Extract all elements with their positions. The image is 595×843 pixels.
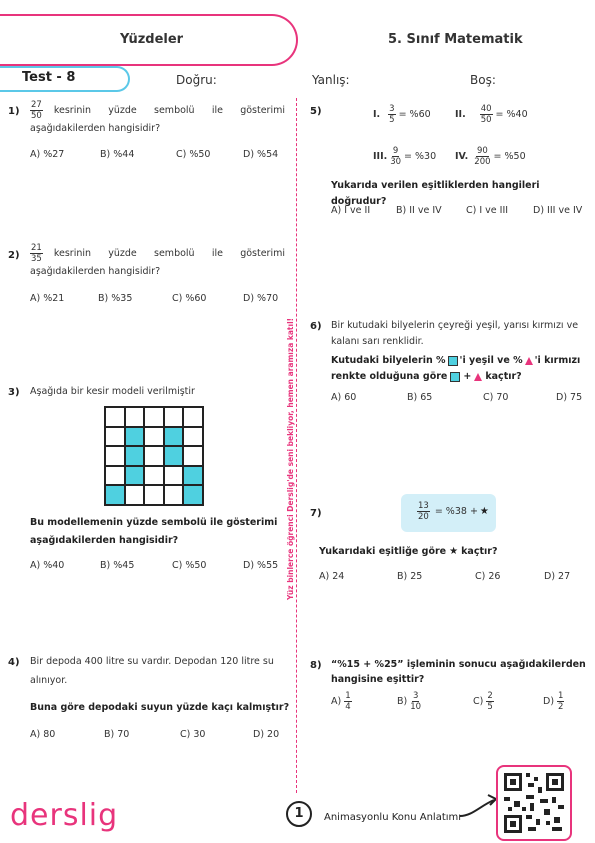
q8-option-c[interactable]: C) $\frac{2}{5}$ <box>473 691 493 712</box>
q6-option-b[interactable]: B) 65 <box>407 392 433 403</box>
q1-option-b[interactable]: B) %44 <box>100 149 135 160</box>
q7-question: Yukarıdaki eşitliğe göre ★ kaçtır? <box>319 544 497 560</box>
square-icon <box>450 372 460 382</box>
q1-number: 1) <box>8 106 20 117</box>
q1-option-c[interactable]: C) %50 <box>176 149 211 160</box>
q6-option-d[interactable]: D) 75 <box>556 392 583 403</box>
q4-option-c[interactable]: C) 30 <box>180 729 206 740</box>
grid-cell <box>144 407 164 427</box>
q4-option-a[interactable]: A) 80 <box>30 729 56 740</box>
grid-cell <box>144 446 164 466</box>
q2-stem: $\frac{21}{35}$ kesrinin yüzde sembolü ile gösterimi aşağıdakilerden hangisidir? <box>30 243 285 277</box>
wrong-label: Yanlış: <box>312 73 350 87</box>
q7-option-c[interactable]: C) 26 <box>475 571 501 582</box>
derslig-logo: derslig <box>10 798 119 833</box>
grid-cell <box>183 407 203 427</box>
q6-number: 6) <box>310 321 322 332</box>
grid-cell <box>164 485 184 505</box>
q4-question: Buna göre depodaki suyun yüzde kaçı kalmıştır? <box>30 702 290 713</box>
grid-cell <box>105 407 125 427</box>
q6-text-line2: kalanı sarı renklidir. <box>331 336 424 347</box>
qr-code-pattern <box>500 769 568 837</box>
q2-option-d[interactable]: D) %70 <box>243 293 279 304</box>
q6-option-c[interactable]: C) 70 <box>483 392 509 403</box>
grid-cell <box>183 466 203 486</box>
grid-cell <box>164 466 184 486</box>
q1-option-a[interactable]: A) %27 <box>30 149 65 160</box>
q3-number: 3) <box>8 387 20 398</box>
q8-option-d[interactable]: D) $\frac{1}{2}$ <box>543 691 564 712</box>
grid-cell <box>125 466 145 486</box>
q5-item-4: IV. $\frac{90}{200}$ = %50 <box>455 146 526 167</box>
q5-item-3: III. $\frac{9}{30}$ = %30 <box>373 146 437 167</box>
q3-question-line2: aşağıdakilerden hangisidir? <box>30 535 179 546</box>
q5-option-c[interactable]: C) I ve III <box>466 205 509 216</box>
q5-item-1: I. $\frac{3}{5}$ = %60 <box>373 104 431 125</box>
square-icon <box>448 356 458 366</box>
q5-question: Yukarıda verilen eşitliklerden hangileri doğrudur? <box>331 180 540 207</box>
grid-cell <box>125 427 145 447</box>
correct-label: Doğru: <box>176 73 217 87</box>
q4-number: 4) <box>8 657 20 668</box>
q2-fraction: $\frac{21}{35}$ <box>31 243 42 264</box>
topic-title: Yüzdeler <box>120 32 184 47</box>
grid-cell <box>105 485 125 505</box>
q2-option-b[interactable]: B) %35 <box>98 293 133 304</box>
q1-stem: $\frac{27}{50}$ kesrinin yüzde sembolü ile gösterimi aşağıdakilerden hangisidir? <box>30 100 285 134</box>
q8-option-b[interactable]: B) $\frac{3}{10}$ <box>397 691 422 712</box>
grid-cell <box>164 446 184 466</box>
star-icon: ★ <box>479 505 489 517</box>
grid-cell <box>125 407 145 427</box>
page-number: 1 <box>286 801 312 827</box>
grid-cell <box>144 485 164 505</box>
q7-option-d[interactable]: D) 27 <box>544 571 571 582</box>
grid-cell <box>125 485 145 505</box>
star-icon: ★ <box>449 546 459 557</box>
q5-item-2: II. $\frac{40}{50}$ = %40 <box>455 104 528 125</box>
q3-question-line1: Bu modellemenin yüzde sembolü ile gösterimi <box>30 517 278 528</box>
grid-cell <box>164 407 184 427</box>
animation-link[interactable]: Animasyonlu Konu Anlatımı <box>324 812 462 823</box>
grade-title: 5. Sınıf Matematik <box>388 32 523 47</box>
q7-number: 7) <box>310 508 322 519</box>
q1-option-d[interactable]: D) %54 <box>243 149 279 160</box>
column-divider <box>296 98 297 793</box>
grid-cell <box>105 466 125 486</box>
q5-option-d[interactable]: D) III ve IV <box>533 205 583 216</box>
q4-option-b[interactable]: B) 70 <box>104 729 130 740</box>
q3-intro: Aşağıda bir kesir modeli verilmiştir <box>30 386 195 397</box>
q7-option-b[interactable]: B) 25 <box>397 571 423 582</box>
qr-code-icon[interactable] <box>496 765 572 841</box>
triangle-icon <box>474 373 482 381</box>
grid-cell <box>183 446 203 466</box>
triangle-icon <box>525 357 533 365</box>
q4-text-line1: Bir depoda 400 litre su vardır. Depodan 120 litre su <box>30 656 274 667</box>
q6-text-line1: Bir kutudaki bilyelerin çeyreği yeşil, yarısı kırmızı ve <box>331 320 579 331</box>
q5-option-b[interactable]: B) II ve IV <box>396 205 442 216</box>
grid-cell <box>144 427 164 447</box>
grid-cell <box>183 485 203 505</box>
q7-option-a[interactable]: A) 24 <box>319 571 345 582</box>
empty-label: Boş: <box>470 73 496 87</box>
q2-option-c[interactable]: C) %60 <box>172 293 207 304</box>
q8-text-line2: hangisine eşittir? <box>331 674 425 685</box>
q5-option-a[interactable]: A) I ve II <box>331 205 371 216</box>
q3-option-a[interactable]: A) %40 <box>30 560 65 571</box>
grid-cell <box>125 446 145 466</box>
q6-question-line1: Kutudaki bilyelerin % 'i yeşil ve % 'i kırmızı <box>331 355 581 366</box>
q8-text-line1: “%15 + %25” işleminin sonucu aşağıdakilerden <box>331 659 586 670</box>
q6-question-line2: renkte olduğuna göre + kaçtır? <box>331 371 522 382</box>
q2-option-a[interactable]: A) %21 <box>30 293 65 304</box>
fraction-model-grid <box>104 406 204 506</box>
grid-cell <box>144 466 164 486</box>
q8-option-a[interactable]: A) $\frac{1}{4}$ <box>331 691 351 712</box>
q8-number: 8) <box>310 660 322 671</box>
q1-fraction: $\frac{27}{50}$ <box>31 100 42 121</box>
q3-option-b[interactable]: B) %45 <box>100 560 135 571</box>
q7-equation: $\frac{13}{20}$ = %38 + ★ <box>418 501 489 522</box>
q3-option-c[interactable]: C) %50 <box>172 560 207 571</box>
q2-number: 2) <box>8 250 20 261</box>
grid-cell <box>105 427 125 447</box>
q4-option-d[interactable]: D) 20 <box>253 729 280 740</box>
grid-cell <box>105 446 125 466</box>
test-label: Test - 8 <box>22 70 76 85</box>
q4-text-line2: alınıyor. <box>30 675 68 686</box>
grid-cell <box>164 427 184 447</box>
arrow-icon <box>458 792 500 820</box>
q3-option-d[interactable]: D) %55 <box>243 560 279 571</box>
q6-option-a[interactable]: A) 60 <box>331 392 357 403</box>
q5-number: 5) <box>310 106 322 117</box>
grid-cell <box>183 427 203 447</box>
